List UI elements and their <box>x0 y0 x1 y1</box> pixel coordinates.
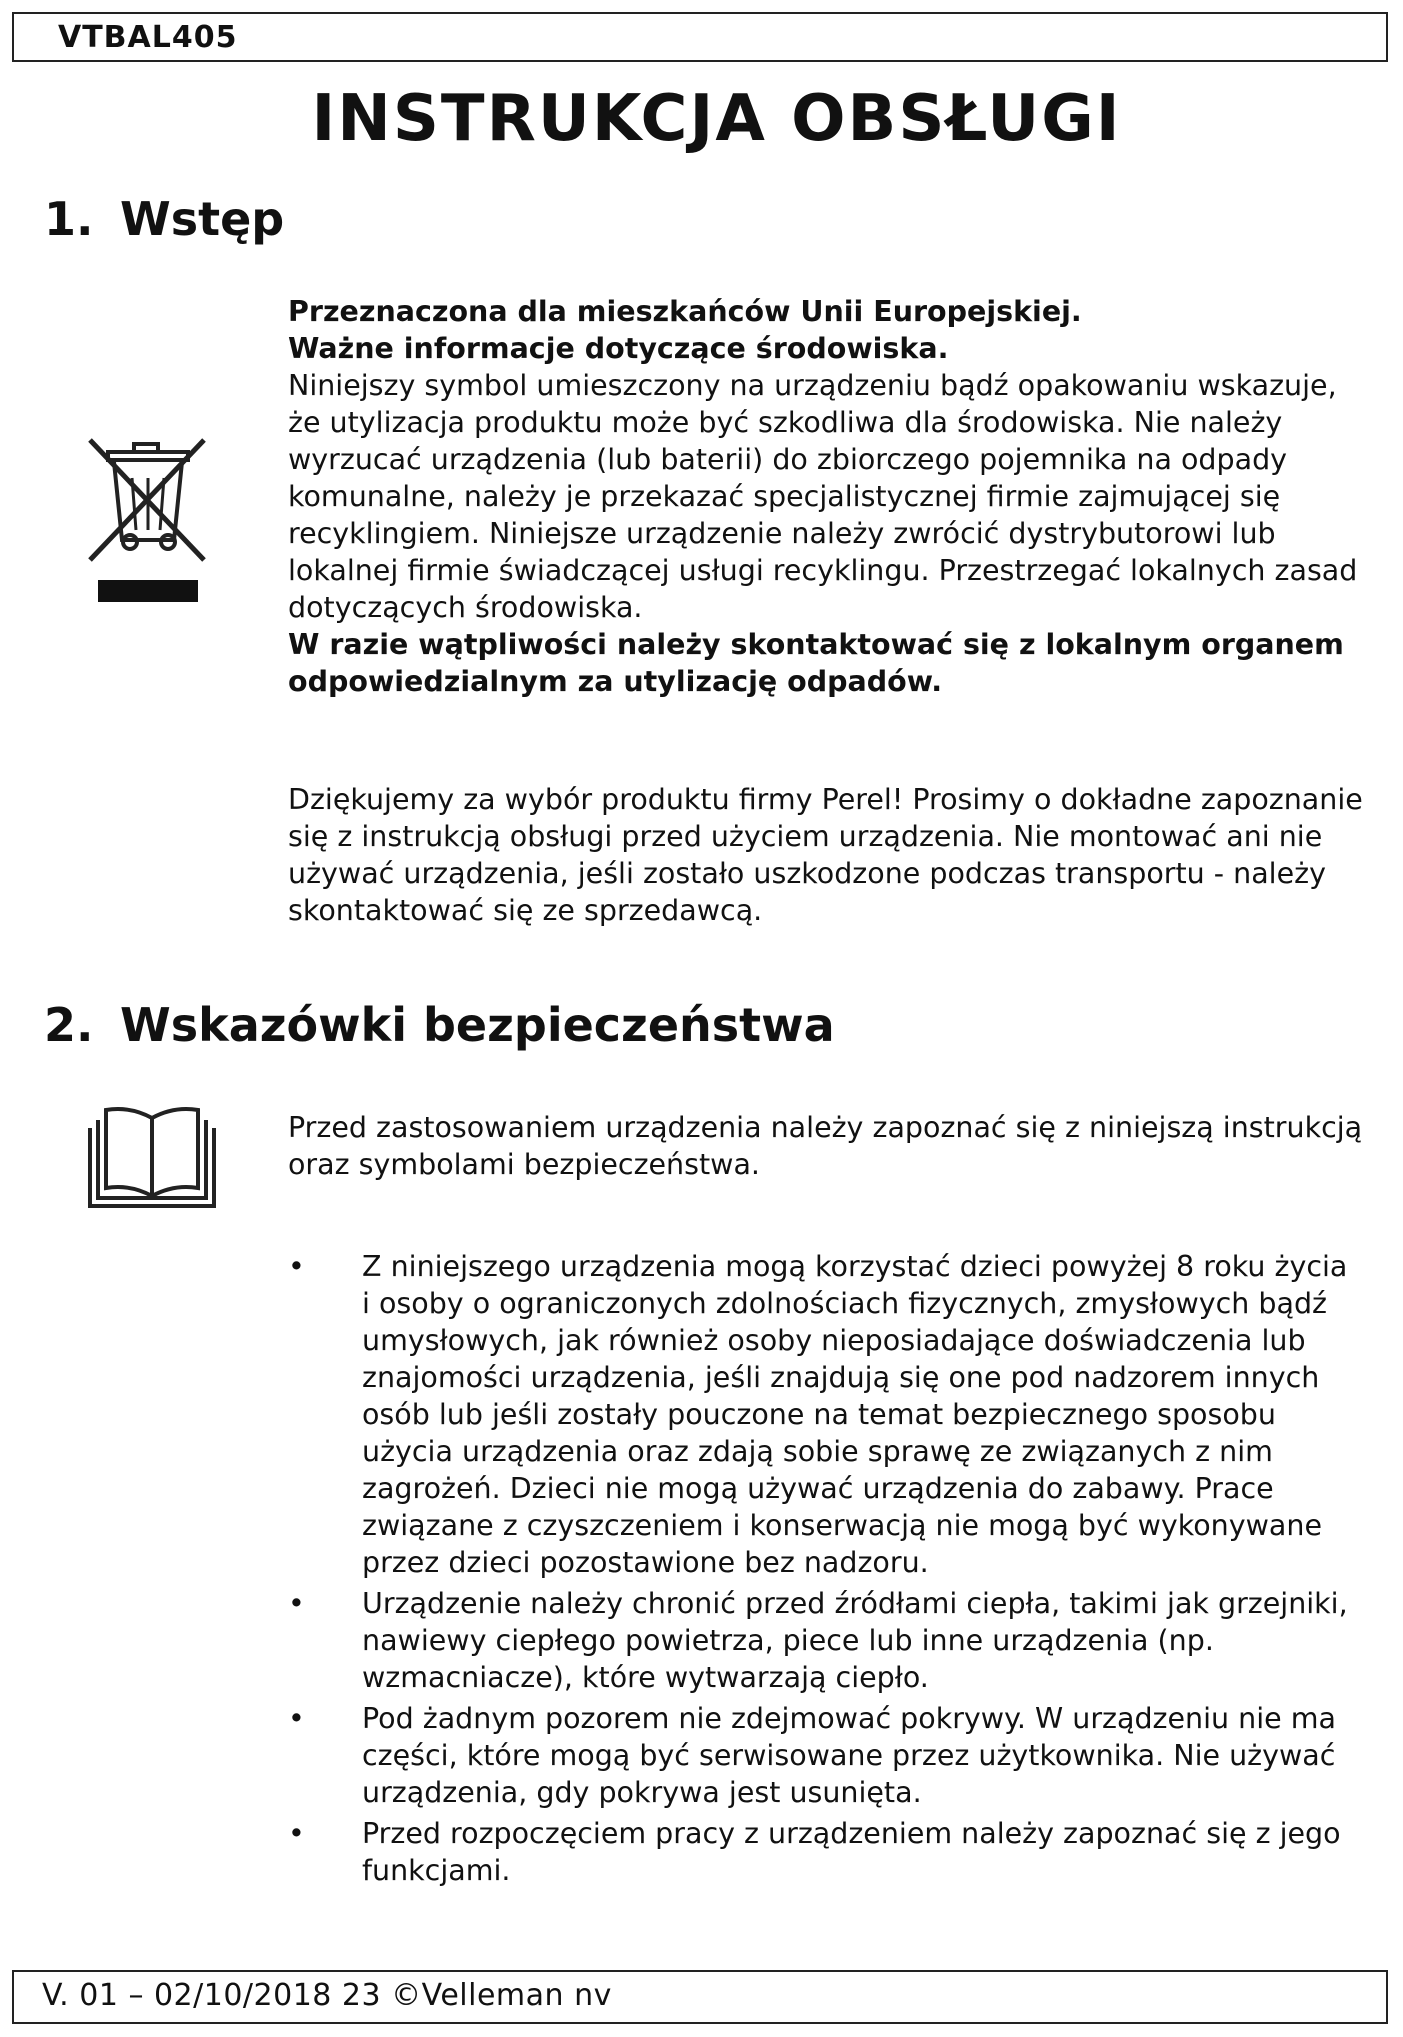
bullet-marker: • <box>288 1587 305 1620</box>
list-item <box>288 1815 1348 1889</box>
weee-crossed-bin-icon <box>86 430 206 605</box>
bullet-marker: • <box>288 1817 305 1850</box>
list-item <box>288 1700 1348 1811</box>
list-item <box>288 1585 1348 1696</box>
section-heading-intro <box>44 192 284 246</box>
eu-notice-heading: Przeznaczona dla mieszkańców Unii Europejskiej. <box>288 295 1082 328</box>
bullet-text: Urządzenie należy chronić przed źródłami ciepła, takimi jak grzejniki, nawiewy ciepłego powietrza, piece lub inne urządzenia (np. wzmacniacze), które wytwarzają ciepło. <box>362 1587 1348 1694</box>
section-number: 1. <box>44 192 94 246</box>
page-title: INSTRUKCJA OBSŁUGI <box>311 82 1122 156</box>
section-number: 2. <box>44 998 94 1052</box>
safety-bullet-list <box>288 1248 1348 1889</box>
bullet-text: Pod żadnym pozorem nie zdejmować pokrywy. W urządzeniu nie ma części, które mogą być serwisowane przez użytkownika. Nie używać urządzenia, gdy pokrywa jest usunięta. <box>362 1702 1336 1809</box>
eu-notice-block <box>288 293 1368 700</box>
bullet-text: Z niniejszego urządzenia mogą korzystać dzieci powyżej 8 roku życia i osoby o ograniczonych zdolnościach fizycznych, zmysłowych bądź umysłowych, jak również osoby nieposiadające doświadczenia lub znajomości urządzenia, jeśli znajdują się one pod nadzorem innych osób lub jeśli zostały pouczone na temat bezpiecznego sposobu użycia urządzenia oraz zdają sobie sprawę ze związanych z nim zagrożeń. Dzieci nie mogą używać urządzenia do zabawy. Prace związane z czyszczeniem i konserwacją nie mogą być wykonywane przez dzieci pozostawione bez nadzoru. <box>362 1250 1348 1579</box>
eu-notice-text: Niniejszy symbol umieszczony na urządzeniu bądź opakowaniu wskazuje, że utylizacja produktu może być szkodliwa dla środowiska. Nie należy wyrzucać urządzenia (lub baterii) do zbiorczego pojemnika na odpady komunalne, należy je przekazać specjalistycznej firmie zajmującej się recyklingiem. Niniejsze urządzenie należy zwrócić dystrybutorowi lub lokalnej firmie świadczącej usługi recyklingu. Przestrzegać lokalnych zasad dotyczących środowiska. <box>288 369 1358 624</box>
bullet-marker: • <box>288 1702 305 1735</box>
eu-environment-heading: Ważne informacje dotyczące środowiska. <box>288 332 949 365</box>
eu-contact-note: W razie wątpliwości należy skontaktować się z lokalnym organem odpowiedzialnym za utylizację odpadów. <box>288 628 1344 698</box>
section-title: Wstęp <box>120 192 285 246</box>
thanks-paragraph: Dziękujemy za wybór produktu firmy Perel! Prosimy o dokładne zapoznanie się z instrukcją obsługi przed użyciem urządzenia. Nie montować ani nie używać urządzenia, jeśli zostało uszkodzone podczas transportu - należy skontaktować się ze sprzedawcą. <box>288 783 1363 927</box>
section-heading-safety <box>44 998 835 1052</box>
bullet-marker: • <box>288 1250 305 1283</box>
footer-version: V. 01 – 02/10/2018 23 ©Velleman nv <box>42 1978 612 2013</box>
open-book-icon <box>82 1100 222 1210</box>
safety-intro: Przed zastosowaniem urządzenia należy zapoznać się z niniejszą instrukcją oraz symbolami bezpieczeństwa. <box>288 1111 1363 1181</box>
model-number: VTBAL405 <box>58 20 238 55</box>
section-title: Wskazówki bezpieczeństwa <box>120 998 835 1052</box>
bullet-text: Przed rozpoczęciem pracy z urządzeniem należy zapoznać się z jego funkcjami. <box>362 1817 1341 1887</box>
list-item <box>288 1248 1348 1581</box>
